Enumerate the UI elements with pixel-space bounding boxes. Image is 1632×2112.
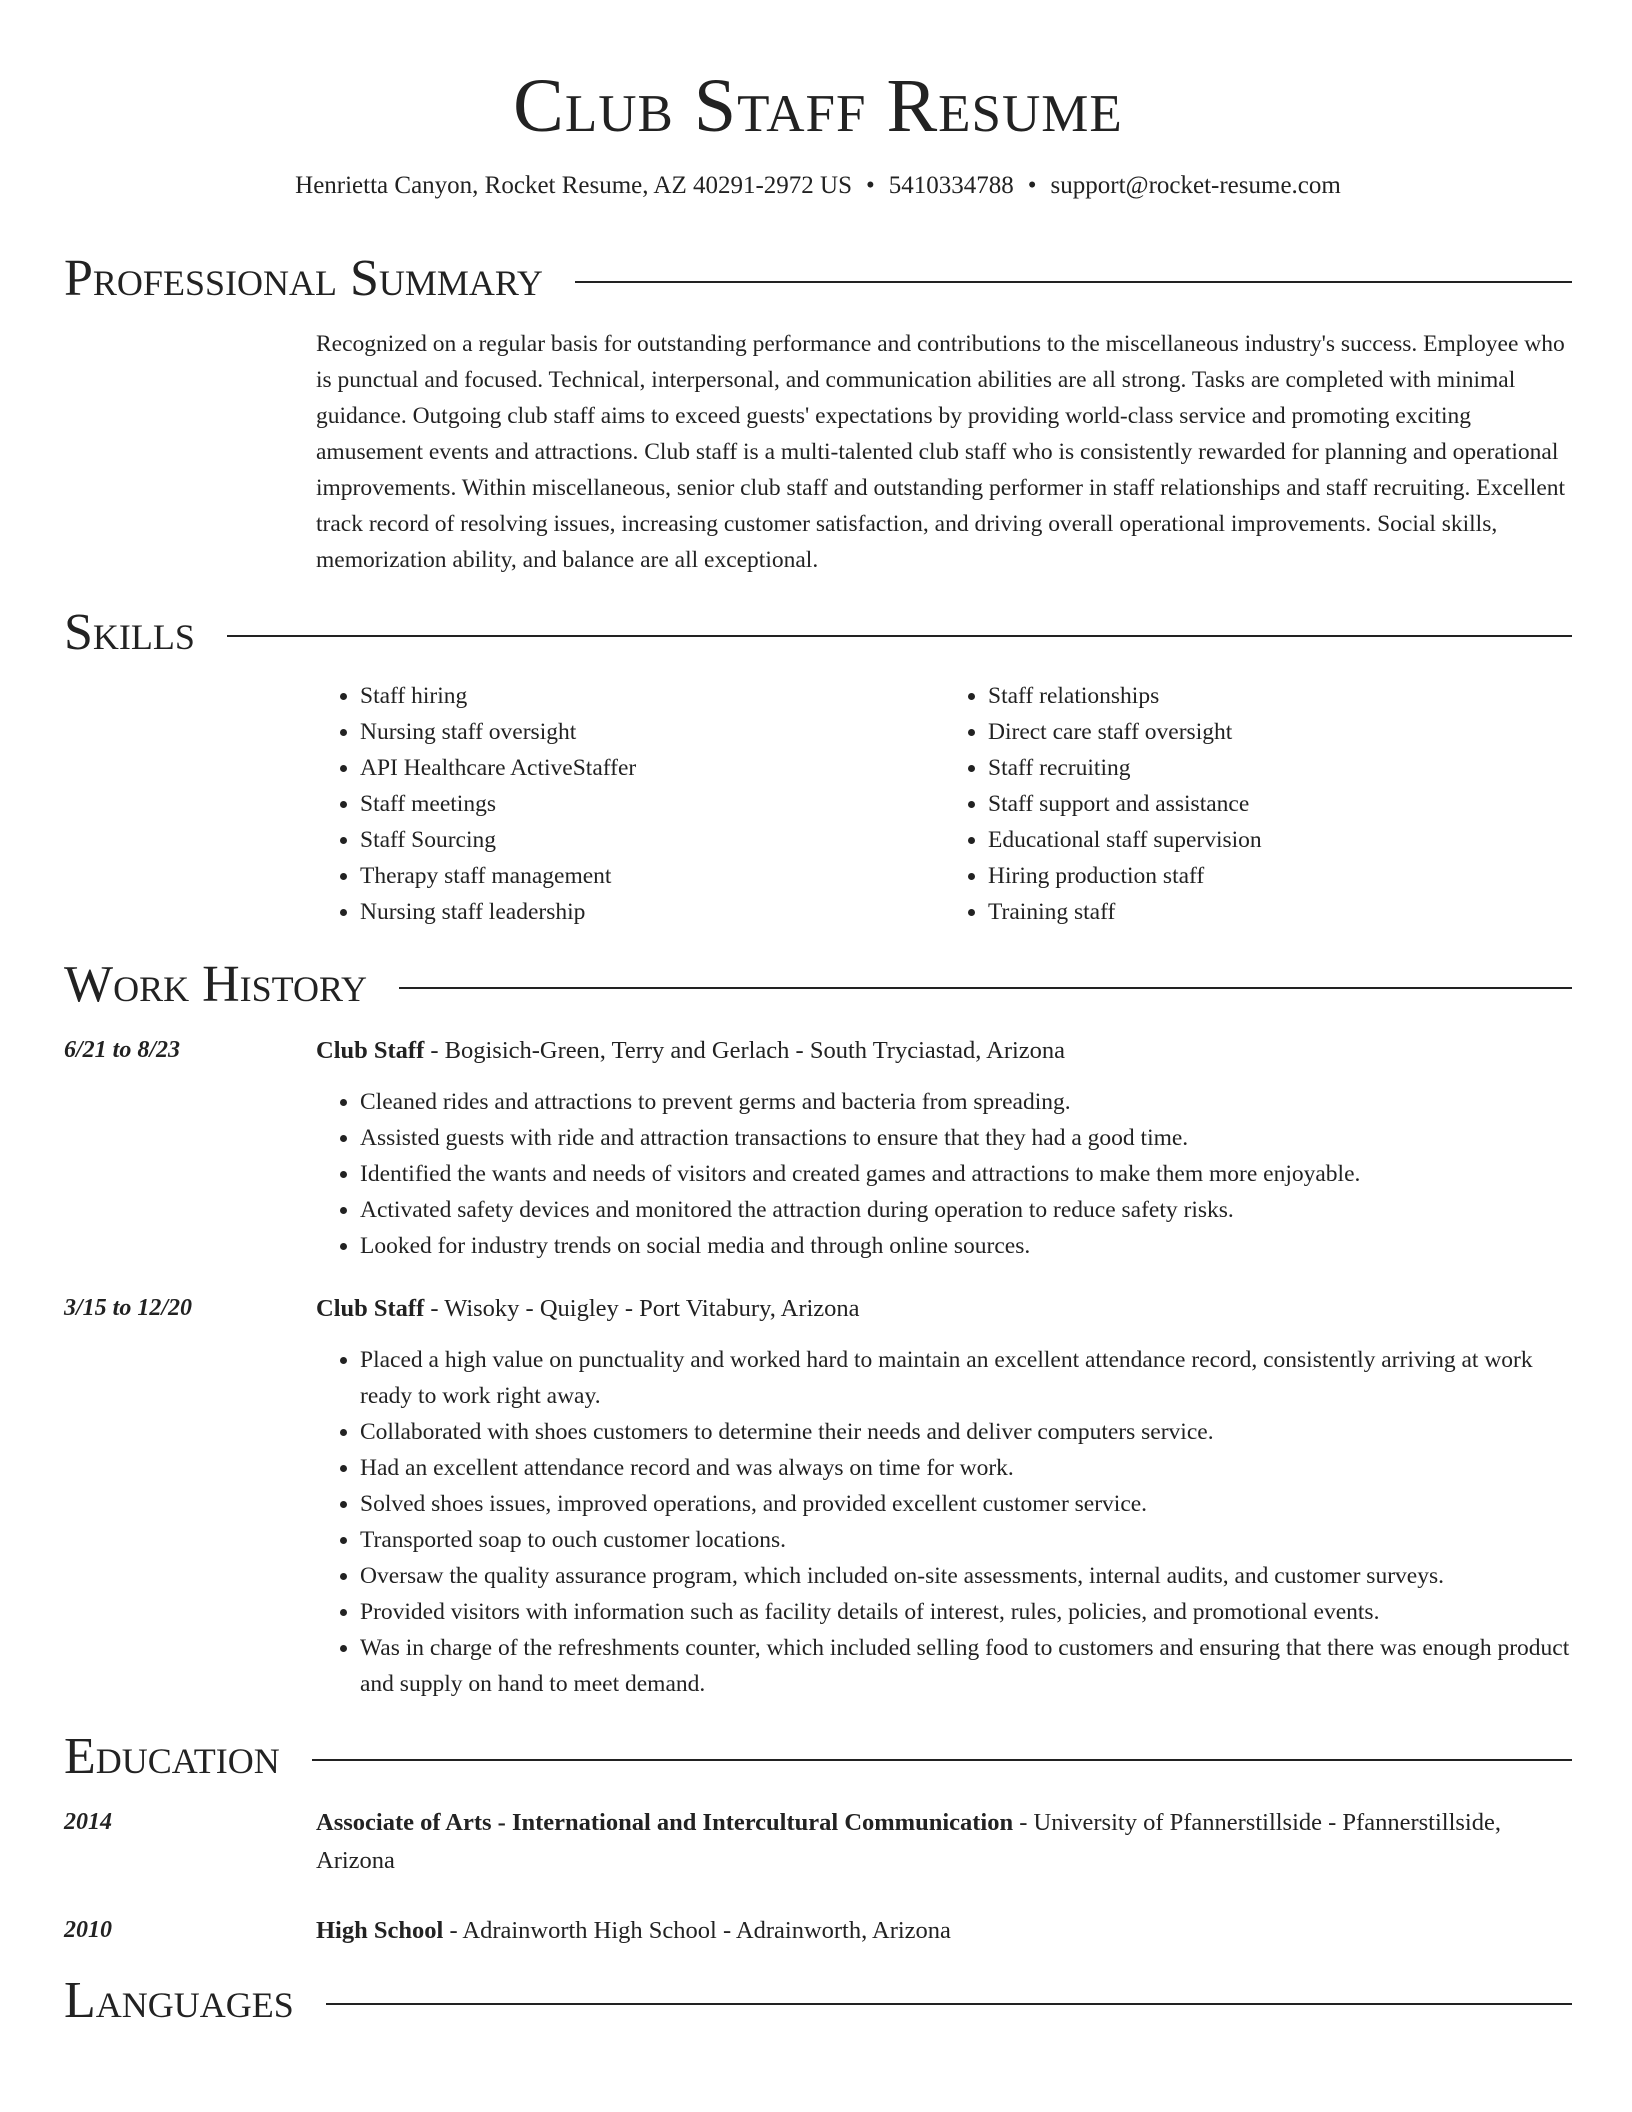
job-entry <box>64 1032 1572 1070</box>
job-title: Club Staff <box>316 1295 425 1322</box>
contact-separator: • <box>866 172 875 199</box>
education-degree: Associate of Arts - International and Intercultural Communication <box>316 1809 1014 1836</box>
resume-title: Club Staff Resume <box>513 64 1123 148</box>
summary-text: Recognized on a regular basis for outstanding performance and contributions to the miscellaneous industry's success. Employee who is punctual and focused. Technical, interpersonal, and communication abilities are all strong. Tasks are completed with minimal guidance. Outgoing club staff aims to exceed guests' expectations by providing world-class service and promoting exciting amusement events and attractions. Club staff is a multi-talented club staff who is consistently rewarded for planning and operational improvements. Within miscellaneous, senior club staff and outstanding performer in staff relationships and staff recruiting. Excellent track record of resolving issues, increasing customer satisfaction, and driving overall operational improvements. Social skills, memorization ability, and balance are all exceptional. <box>316 331 1566 573</box>
summary-section-header <box>64 250 1572 308</box>
work-heading: Work History <box>64 956 368 1013</box>
contact-email: support@rocket-resume.com <box>1050 172 1341 199</box>
section-divider <box>575 281 1572 283</box>
education-details: - Adrainworth High School - Adrainworth, Arizona <box>443 1917 951 1944</box>
skills-list <box>316 678 1572 930</box>
job-bullet: • Activated safety devices and monitored the attraction during operation to reduce safety risks. <box>360 1192 1572 1228</box>
job-bullet: • Collaborated with shoes customers to determine their needs and deliver computers service. <box>360 1414 1572 1450</box>
job-bullet: • Identified the wants and needs of visitors and created games and attractions to make them more enjoyable. <box>360 1156 1572 1192</box>
contact-line <box>64 170 1572 202</box>
job-dates: 3/15 to 12/20 <box>64 1295 193 1321</box>
skill-item: • Therapy staff management <box>360 858 944 894</box>
job-bullet: • Oversaw the quality assurance program, which included on-site assessments, internal audits, and customer surveys. <box>360 1558 1572 1594</box>
education-header <box>316 1804 1572 1880</box>
section-divider <box>312 1759 1572 1761</box>
job-details: - Bogisich-Green, Terry and Gerlach - South Tryciastad, Arizona <box>424 1037 1066 1064</box>
education-section-header <box>64 1728 1572 1786</box>
skill-item: • Staff meetings <box>360 786 944 822</box>
job-header <box>316 1290 1572 1328</box>
skill-item: • Staff hiring <box>360 678 944 714</box>
skill-item: • Hiring production staff <box>988 858 1572 894</box>
job-dates: 6/21 to 8/23 <box>64 1037 181 1063</box>
skills-section-header <box>64 604 1572 662</box>
section-divider <box>399 987 1572 989</box>
skill-item: • Staff recruiting <box>988 750 1572 786</box>
job-header <box>316 1032 1572 1070</box>
skills-column-right <box>944 678 1572 930</box>
skill-item: • Staff Sourcing <box>360 822 944 858</box>
summary-heading: Professional Summary <box>64 250 543 307</box>
job-bullets <box>316 1342 1572 1702</box>
resume-page <box>64 0 1572 2030</box>
education-header <box>316 1912 1572 1950</box>
languages-heading: Languages <box>64 1972 294 2029</box>
education-degree: High School <box>316 1917 444 1944</box>
job-entry <box>64 1290 1572 1328</box>
skills-column-left <box>316 678 944 930</box>
job-bullet: • Placed a high value on punctuality and worked hard to maintain an excellent attendance record, consistently arriving at work ready to work right away. <box>360 1342 1572 1414</box>
education-year: 2010 <box>64 1917 112 1943</box>
job-bullets <box>316 1084 1572 1264</box>
skill-item: • Direct care staff oversight <box>988 714 1572 750</box>
job-title: Club Staff <box>316 1037 425 1064</box>
skill-item: • Training staff <box>988 894 1572 930</box>
contact-phone: 5410334788 <box>888 172 1014 199</box>
contact-address: Henrietta Canyon, Rocket Resume, AZ 40291-2972 US <box>295 172 853 199</box>
skill-item: • Educational staff supervision <box>988 822 1572 858</box>
job-bullet: • Transported soap to ouch customer locations. <box>360 1522 1572 1558</box>
work-section-header <box>64 956 1572 1014</box>
job-bullet: • Provided visitors with information such as facility details of interest, rules, policies, and promotional events. <box>360 1594 1572 1630</box>
job-bullet: • Looked for industry trends on social media and through online sources. <box>360 1228 1572 1264</box>
education-entry <box>64 1912 1572 1950</box>
skill-item: • Staff support and assistance <box>988 786 1572 822</box>
job-bullet: • Cleaned rides and attractions to prevent germs and bacteria from spreading. <box>360 1084 1572 1120</box>
section-divider <box>326 2003 1572 2005</box>
job-bullet: • Had an excellent attendance record and was always on time for work. <box>360 1450 1572 1486</box>
job-bullet: • Was in charge of the refreshments counter, which included selling food to customers and ensuring that there was enough product and supply on hand to meet demand. <box>360 1630 1572 1702</box>
skill-item: • Nursing staff leadership <box>360 894 944 930</box>
education-entry <box>64 1804 1572 1880</box>
skill-item: • API Healthcare ActiveStaffer <box>360 750 944 786</box>
job-bullet: • Solved shoes issues, improved operations, and provided excellent customer service. <box>360 1486 1572 1522</box>
languages-section-header <box>64 1972 1572 2030</box>
education-heading: Education <box>64 1728 280 1785</box>
skill-item: • Nursing staff oversight <box>360 714 944 750</box>
contact-separator: • <box>1027 172 1037 199</box>
education-details: - University of Pfannerstillside - Pfannerstillside, Arizona <box>316 1809 1501 1874</box>
section-divider <box>227 635 1572 637</box>
job-bullet: • Assisted guests with ride and attraction transactions to ensure that they had a good time. <box>360 1120 1572 1156</box>
education-year: 2014 <box>64 1809 112 1835</box>
skills-heading: Skills <box>64 604 195 661</box>
skill-item: • Staff relationships <box>988 678 1572 714</box>
job-details: - Wisoky - Quigley - Port Vitabury, Arizona <box>424 1295 860 1322</box>
